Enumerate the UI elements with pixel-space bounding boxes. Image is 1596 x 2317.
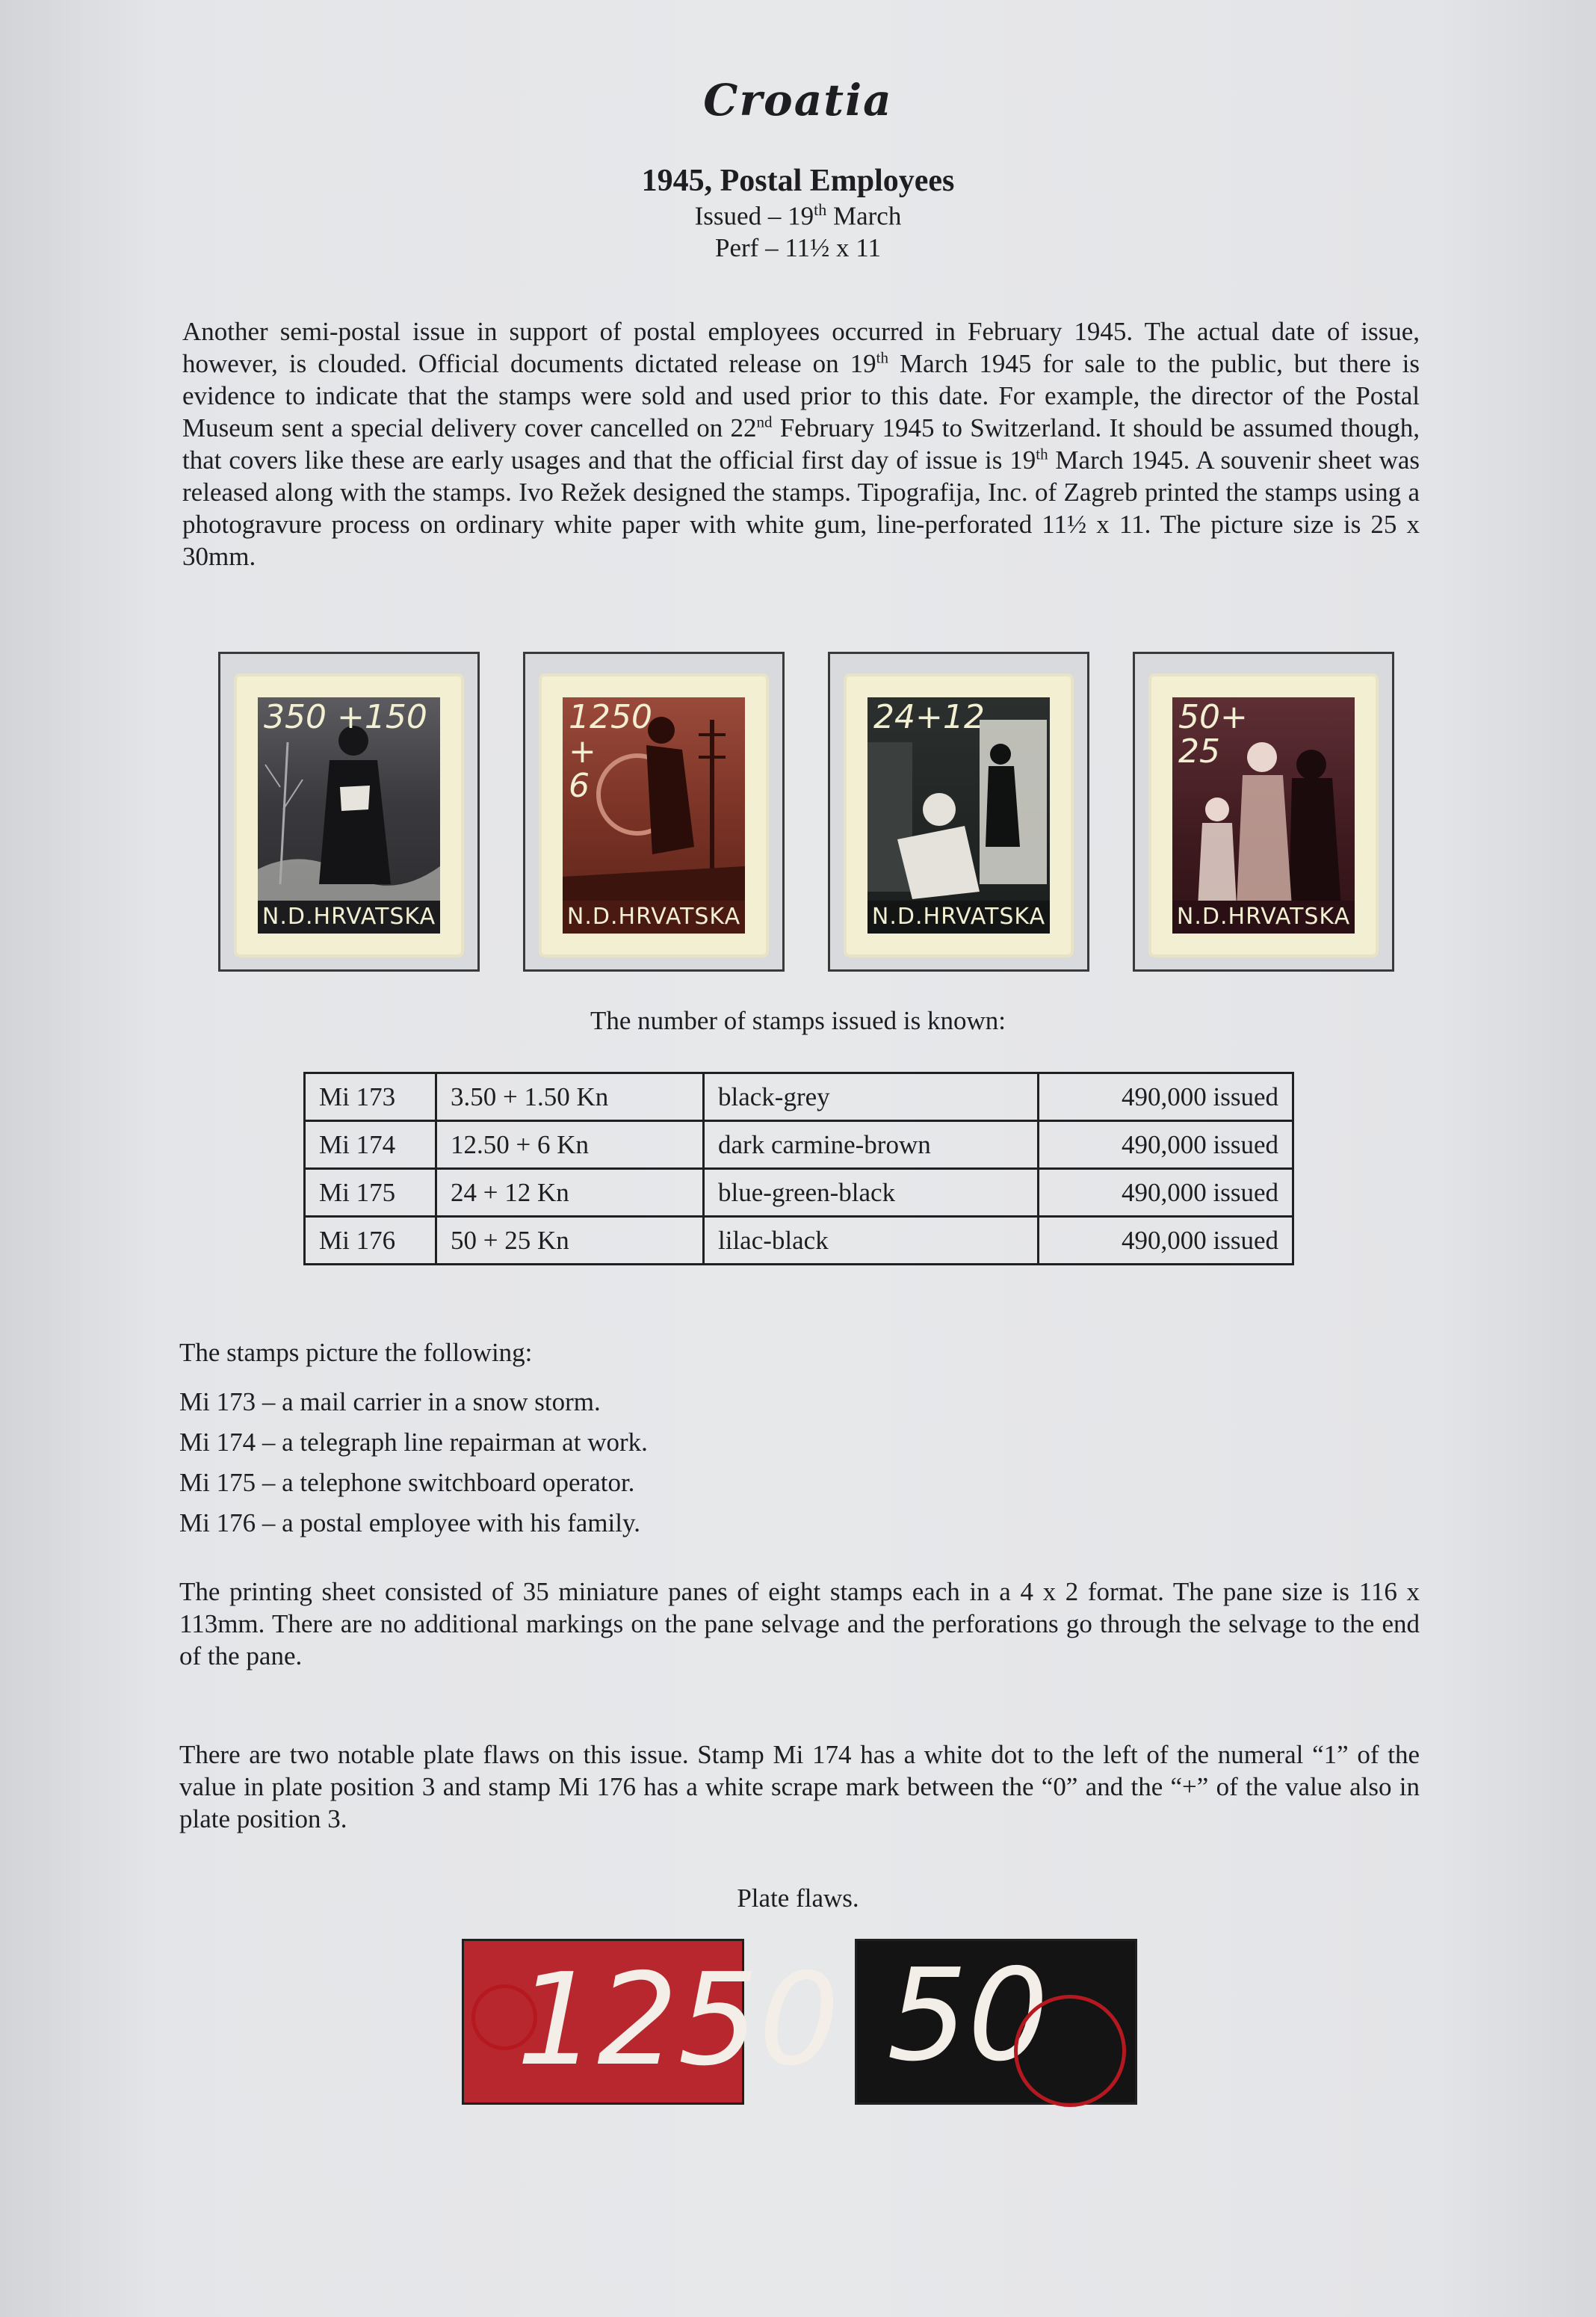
stamp-value: 50+ 25 xyxy=(1178,698,1248,771)
plate-flaws-paragraph: There are two notable plate flaws on this issue. Stamp Mi 174 has a white dot to the left of the numeral “1” of the value in plate position 3 and stamp Mi 176 has a white scrape mark between the “0” and the “+” of the value also in plate position 3. xyxy=(179,1740,1420,1833)
catalog-number: Mi 173 xyxy=(305,1073,436,1121)
stamp-value: 1250 + 6 xyxy=(569,698,652,805)
quantity-issued: 490,000 issued xyxy=(1039,1169,1293,1217)
designs-intro: The stamps picture the following: xyxy=(179,1338,533,1367)
stamp-mi-176 xyxy=(1133,652,1394,972)
perforation: Perf – 11½ x 11 xyxy=(715,233,881,262)
table-row xyxy=(305,1073,1293,1121)
issue-date: Issued – 19th March xyxy=(694,200,902,231)
design-item: Mi 174 – a telegraph line repairman at work. xyxy=(179,1428,648,1457)
stamp-color: dark carmine-brown xyxy=(704,1121,1039,1169)
stamp-image xyxy=(563,697,745,934)
printing-paragraph: The printing sheet consisted of 35 miniature panes of eight stamps each in a 4 x 2 format. The pane size is 116 x 113mm. There are no additional markings on the pane selvage and the perforations go through the selvage to the end of the pane. xyxy=(179,1577,1420,1670)
plate-flaw-mi-176-image xyxy=(855,1939,1137,2105)
stamp-image xyxy=(258,697,440,934)
stamp-value: 350 +150 xyxy=(264,698,427,736)
catalog-number: Mi 174 xyxy=(305,1121,436,1169)
quantity-issued: 490,000 issued xyxy=(1039,1073,1293,1121)
design-item: Mi 173 – a mail carrier in a snow storm. xyxy=(179,1387,601,1416)
table-row xyxy=(305,1169,1293,1217)
country-heading: Croatia xyxy=(703,75,893,126)
flaw-highlight-circle xyxy=(471,1984,537,2050)
intro-paragraph: Another semi-postal issue in support of postal employees occurred in February 1945. The actual date of issue, however, is clouded. Official documents dictated release on 19th March 1945 for sale to the public, but there is evidence to indicate that the stamps were sold and used prior to this date. For example, the director of the Postal Museum sent a special delivery cover cancelled on 22nd February 1945 to Switzerland. It should be assumed though, that covers like these are early usages and that the official first day of issue is 19th March 1945. A souvenir sheet was released along with the stamps. Ivo Režek designed the stamps. Tipografija, Inc. of Zagreb printed the stamps using a photogravure process on ordinary white paper with white gum, line-perforated 11½ x 11. The picture size is 25 x 30mm. xyxy=(182,317,1420,571)
design-item: Mi 176 – a postal employee with his family. xyxy=(179,1508,640,1537)
flaw-value-numerals: 1250 xyxy=(516,1946,840,2094)
denomination: 24 + 12 Kn xyxy=(436,1169,704,1217)
table-row xyxy=(305,1121,1293,1169)
stamp-country-label: N.D.HRVATSKA xyxy=(563,901,745,934)
catalog-number: Mi 176 xyxy=(305,1217,436,1265)
flaw-value-numerals: 50 xyxy=(887,1942,1049,2090)
stamp-image xyxy=(867,697,1050,934)
issue-title: 1945, Postal Employees xyxy=(641,164,955,198)
stamp-image xyxy=(1172,697,1355,934)
stamp-quantity-table xyxy=(303,1072,1294,1265)
quantity-caption: The number of stamps issued is known: xyxy=(590,1006,1006,1035)
stamp-color: lilac-black xyxy=(704,1217,1039,1265)
stamp-color: blue-green-black xyxy=(704,1169,1039,1217)
stamp-value: 24+12 xyxy=(873,698,985,736)
stamp-country-label: N.D.HRVATSKA xyxy=(258,901,440,934)
denomination: 12.50 + 6 Kn xyxy=(436,1121,704,1169)
denomination: 50 + 25 Kn xyxy=(436,1217,704,1265)
quantity-issued: 490,000 issued xyxy=(1039,1121,1293,1169)
flaw-highlight-circle xyxy=(1014,1995,1126,2107)
plate-flaws-caption: Plate flaws. xyxy=(737,1883,859,1913)
quantity-issued: 490,000 issued xyxy=(1039,1217,1293,1265)
table-row xyxy=(305,1217,1293,1265)
stamp-mi-173 xyxy=(218,652,480,972)
design-item: Mi 175 – a telephone switchboard operator. xyxy=(179,1468,635,1497)
stamp-mi-174 xyxy=(523,652,785,972)
stamp-color: black-grey xyxy=(704,1073,1039,1121)
stamp-country-label: N.D.HRVATSKA xyxy=(867,901,1050,934)
stamp-mi-175 xyxy=(828,652,1089,972)
catalog-number: Mi 175 xyxy=(305,1169,436,1217)
plate-flaw-mi-174-image xyxy=(462,1939,840,2105)
denomination: 3.50 + 1.50 Kn xyxy=(436,1073,704,1121)
stamp-country-label: N.D.HRVATSKA xyxy=(1172,901,1355,934)
